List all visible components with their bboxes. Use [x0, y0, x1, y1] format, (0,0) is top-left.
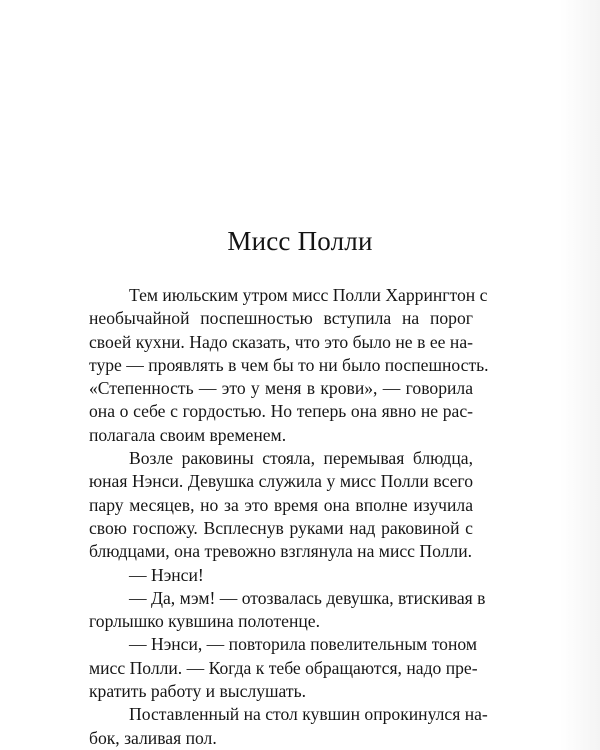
text-line: блюдцами, она тревожно взглянула на мисс Полли. [89, 541, 473, 562]
text-line: — Да, мэм! — отозвалась девушка, втискивая в [129, 587, 486, 608]
text-line: — Нэнси, — повторила повелительным тоном [129, 634, 477, 655]
text-line: мисс Полли. — Когда к тебе обращаются, надо пре- [89, 657, 478, 678]
text-line: Тем июльским утром мисс Полли Харрингтон с [129, 285, 488, 305]
text-line: необычайной поспешностью вступила на порог [89, 308, 473, 329]
paragraph-2 [89, 447, 513, 563]
text-line: бок, заливая пол. [89, 727, 217, 748]
paragraph-4 [89, 587, 513, 634]
text-line: Поставленный на стол кувшин опрокинулся на- [129, 704, 488, 725]
text-line: Возле раковины стояла, перемывая блюдца, [129, 448, 473, 469]
text-line: — Нэнси! [129, 564, 204, 585]
text-line: юная Нэнси. Девушка служила у мисс Полли всего [89, 471, 473, 492]
paragraph-6 [89, 703, 513, 750]
chapter-body [89, 284, 513, 750]
paragraph-3 [89, 564, 513, 587]
text-line: своей кухни. Надо сказать, что это было не в ее на- [89, 331, 473, 352]
text-line: кратить работу и выслушать. [89, 681, 307, 702]
text-line: пару месяцев, но за это время она вполне изучила [89, 494, 473, 515]
text-line: туре — проявлять в чем бы то ни было поспешность. [89, 354, 489, 375]
text-line: полагала своим временем. [89, 424, 287, 445]
text-line: «Степенность — это у меня в крови», — говорила [89, 378, 473, 399]
text-line: свою госпожу. Всплеснув руками над раковиной с [89, 517, 473, 538]
text-line: горлышко кувшина полотенце. [89, 611, 320, 632]
text-line: она о себе с гордостью. Но теперь она явно не рас- [89, 401, 473, 422]
paragraph-5 [89, 633, 513, 703]
paragraph-1 [89, 284, 513, 447]
chapter-title: Мисс Полли [227, 226, 373, 256]
